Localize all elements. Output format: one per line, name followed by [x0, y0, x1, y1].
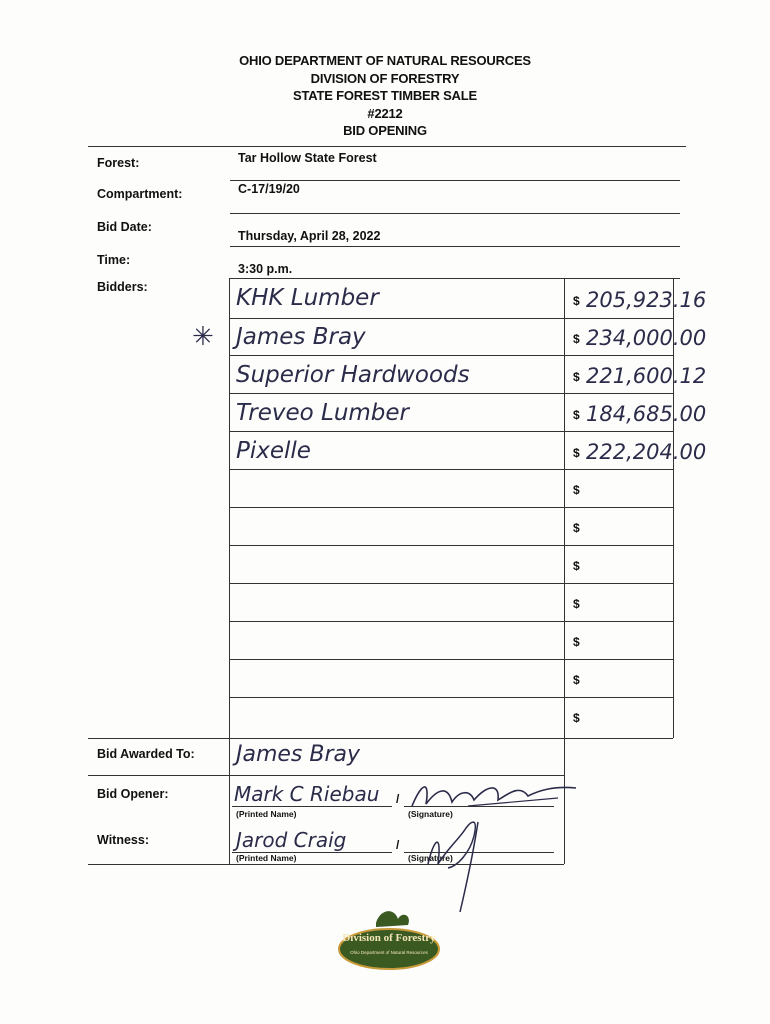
bidders-label: Bidders: — [97, 280, 148, 294]
table-row-line — [229, 469, 673, 470]
witness-label: Witness: — [97, 833, 149, 847]
dollar-sign: $ — [573, 635, 580, 649]
witness-signature-scribble — [408, 808, 528, 918]
header-sale-number: #2212 — [367, 105, 403, 121]
bid-date-label: Bid Date: — [97, 220, 152, 234]
rule-top — [88, 146, 686, 147]
bidder-name: Superior Hardwoods — [236, 362, 470, 388]
dollar-sign: $ — [573, 332, 580, 346]
dollar-sign: $ — [573, 711, 580, 725]
table-row-line — [229, 355, 673, 356]
opener-name-line — [232, 806, 392, 807]
table-row-line — [229, 545, 673, 546]
compartment-label: Compartment: — [97, 187, 183, 201]
table-row-line — [229, 507, 673, 508]
compartment-value: C-17/19/20 — [238, 182, 300, 196]
logo-subtitle: Ohio Department of Natural Resources — [350, 950, 428, 955]
time-value: 3:30 p.m. — [238, 262, 293, 276]
dollar-sign: $ — [573, 370, 580, 384]
table-row-line — [229, 431, 673, 432]
rule-forest — [230, 180, 680, 181]
rule-time — [230, 278, 680, 279]
dollar-sign: $ — [573, 294, 580, 308]
dollar-sign: $ — [573, 673, 580, 687]
table-row-line — [229, 659, 673, 660]
logo-title: Division of Forestry — [342, 932, 436, 944]
bid-awarded-value: James Bray — [236, 742, 361, 767]
division-of-forestry-logo — [336, 905, 442, 983]
table-bottom-line — [88, 738, 673, 739]
opener-signature-caption: (Signature) — [408, 809, 453, 819]
table-row-line — [229, 621, 673, 622]
forest-label: Forest: — [97, 156, 140, 170]
opener-printed-name-caption: (Printed Name) — [236, 809, 297, 819]
header-sale-type: STATE FOREST TIMBER SALE — [293, 88, 477, 103]
table-row-line — [229, 318, 673, 319]
header-division: DIVISION OF FORESTRY — [310, 70, 460, 86]
time-label: Time: — [97, 253, 131, 267]
bid-amount: 205,923.16 — [586, 288, 707, 312]
bidder-name: James Bray — [236, 324, 366, 350]
header-title: BID OPENING — [343, 123, 427, 138]
witness-separator: / — [396, 838, 400, 852]
bid-amount: 184,685.00 — [586, 402, 707, 426]
opener-separator: / — [396, 792, 400, 806]
witness-printed-name-caption: (Printed Name) — [236, 853, 297, 863]
dollar-sign: $ — [573, 559, 580, 573]
dollar-sign: $ — [573, 521, 580, 535]
rule-compartment — [230, 213, 680, 214]
rule-bid-date — [230, 246, 680, 247]
opener-printed-name: Mark C Riebau — [234, 782, 380, 806]
bidder-name: Pixelle — [236, 438, 311, 464]
bid-amount: 222,204.00 — [586, 440, 707, 464]
table-left-border — [229, 278, 230, 864]
witness-printed-name: Jarod Craig — [236, 828, 347, 852]
witness-signature-caption: (Signature) — [408, 853, 453, 863]
dollar-sign: $ — [573, 408, 580, 422]
forest-value: Tar Hollow State Forest — [238, 151, 377, 165]
dollar-sign: $ — [573, 483, 580, 497]
dollar-sign: $ — [573, 446, 580, 460]
bid-amount: 221,600.12 — [586, 364, 707, 388]
winner-asterisk-mark: ✳ — [192, 322, 214, 352]
table-row-line — [229, 393, 673, 394]
bidder-name: Treveo Lumber — [236, 400, 410, 426]
document-header — [0, 52, 770, 140]
dollar-sign: $ — [573, 597, 580, 611]
bidder-name: KHK Lumber — [236, 285, 379, 311]
bid-awarded-label: Bid Awarded To: — [97, 747, 195, 761]
bid-date-value: Thursday, April 28, 2022 — [238, 229, 381, 243]
bid-opener-label: Bid Opener: — [97, 787, 169, 801]
logo-emblem-icon — [336, 905, 442, 983]
bid-amount: 234,000.00 — [586, 326, 707, 350]
table-row-line — [229, 697, 673, 698]
table-row-line — [229, 583, 673, 584]
header-agency: OHIO DEPARTMENT OF NATURAL RESOURCES — [239, 53, 531, 68]
